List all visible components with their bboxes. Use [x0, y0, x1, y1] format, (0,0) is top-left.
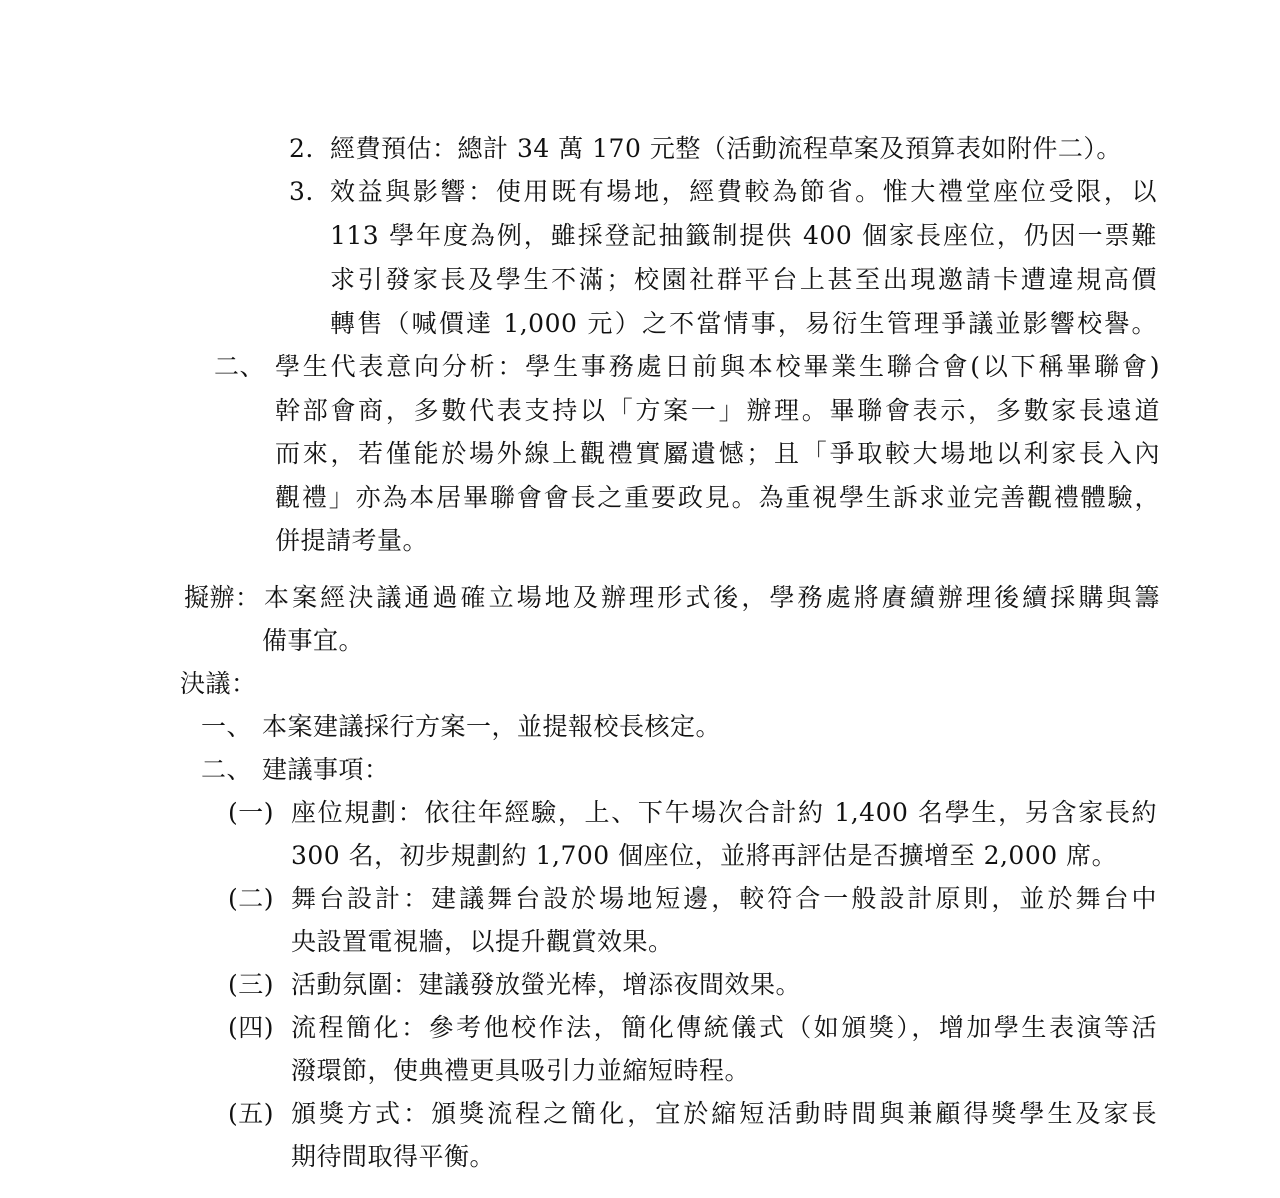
proposal-line: 備事宜。 [262, 626, 365, 655]
section-line: 併提請考量。 [275, 526, 429, 555]
section-number: 二、 [214, 352, 266, 381]
sub-item-line: 頒獎方式：頒獎流程之簡化，宜於縮短活動時間與兼顧得獎學生及家長 [291, 1099, 1157, 1128]
section-line: 幹部會商，多數代表支持以「方案一」辦理。畢聯會表示，多數家長遠道 [275, 396, 1160, 425]
sub-item-line: 潑環節，使典禮更具吸引力並縮短時程。 [291, 1056, 751, 1085]
sub-item-line: 舞台設計：建議舞台設於場地短邊，較符合一般設計原則，並於舞台中 [291, 884, 1157, 913]
sub-item-line: 流程簡化：參考他校作法，簡化傳統儀式（如頒獎），增加學生表演等活 [291, 1013, 1157, 1042]
sub-item-number: (一) [228, 798, 275, 827]
proposal-line: 本案經決議通過確立場地及辦理形式後，學務處將賡續辦理後續採購與籌 [264, 583, 1160, 612]
item-number: 3. [289, 177, 314, 206]
sub-item-number: (二) [228, 884, 275, 913]
sub-item-number: (五) [228, 1099, 275, 1128]
sub-item-number: (三) [228, 970, 275, 999]
resolution-label: 決議： [180, 669, 257, 698]
resolution-item-number: 二、 [201, 755, 253, 784]
sub-item-number: (四) [228, 1013, 275, 1042]
section-line: 觀禮」亦為本居畢聯會會長之重要政見。為重視學生訴求並完善觀禮體驗， [275, 483, 1160, 512]
item-line: 求引發家長及學生不滿；校園社群平台上甚至出現邀請卡遭違規高價 [330, 265, 1157, 294]
sub-item-line: 座位規劃：依往年經驗，上、下午場次合計約 1,400 名學生，另含家長約 [291, 798, 1157, 827]
sub-item-line: 活動氛圍：建議發放螢光棒，增添夜間效果。 [291, 970, 802, 999]
resolution-item-text: 建議事項： [262, 755, 390, 784]
proposal-label: 擬辦： [184, 583, 261, 612]
item-line: 轉售（喊價達 1,000 元）之不當情事，易衍生管理爭議並影響校譽。 [330, 309, 1157, 338]
section-line: 學生代表意向分析：學生事務處日前與本校畢業生聯合會(以下稱畢聯會) [275, 352, 1160, 381]
sub-item-line: 300 名，初步規劃約 1,700 個座位，並將再評估是否擴增至 2,000 席。 [291, 841, 1118, 870]
item-line: 效益與影響：使用既有場地，經費較為節省。惟大禮堂座位受限，以 [330, 177, 1157, 206]
item-line: 113 學年度為例，雖採登記抽籤制提供 400 個家長座位，仍因一票難 [330, 221, 1157, 250]
sub-item-line: 央設置電視牆，以提升觀賞效果。 [291, 927, 674, 956]
item-number: 2. [289, 134, 314, 163]
section-line: 而來，若僅能於場外線上觀禮實屬遺憾；且「爭取較大場地以利家長入內 [275, 439, 1160, 468]
item-line: 經費預估：總計 34 萬 170 元整（活動流程草案及預算表如附件二）。 [330, 134, 1122, 163]
resolution-item-text: 本案建議採行方案一，並提報校長核定。 [262, 712, 722, 741]
resolution-item-number: 一、 [201, 712, 253, 741]
sub-item-line: 期待間取得平衡。 [291, 1142, 496, 1171]
